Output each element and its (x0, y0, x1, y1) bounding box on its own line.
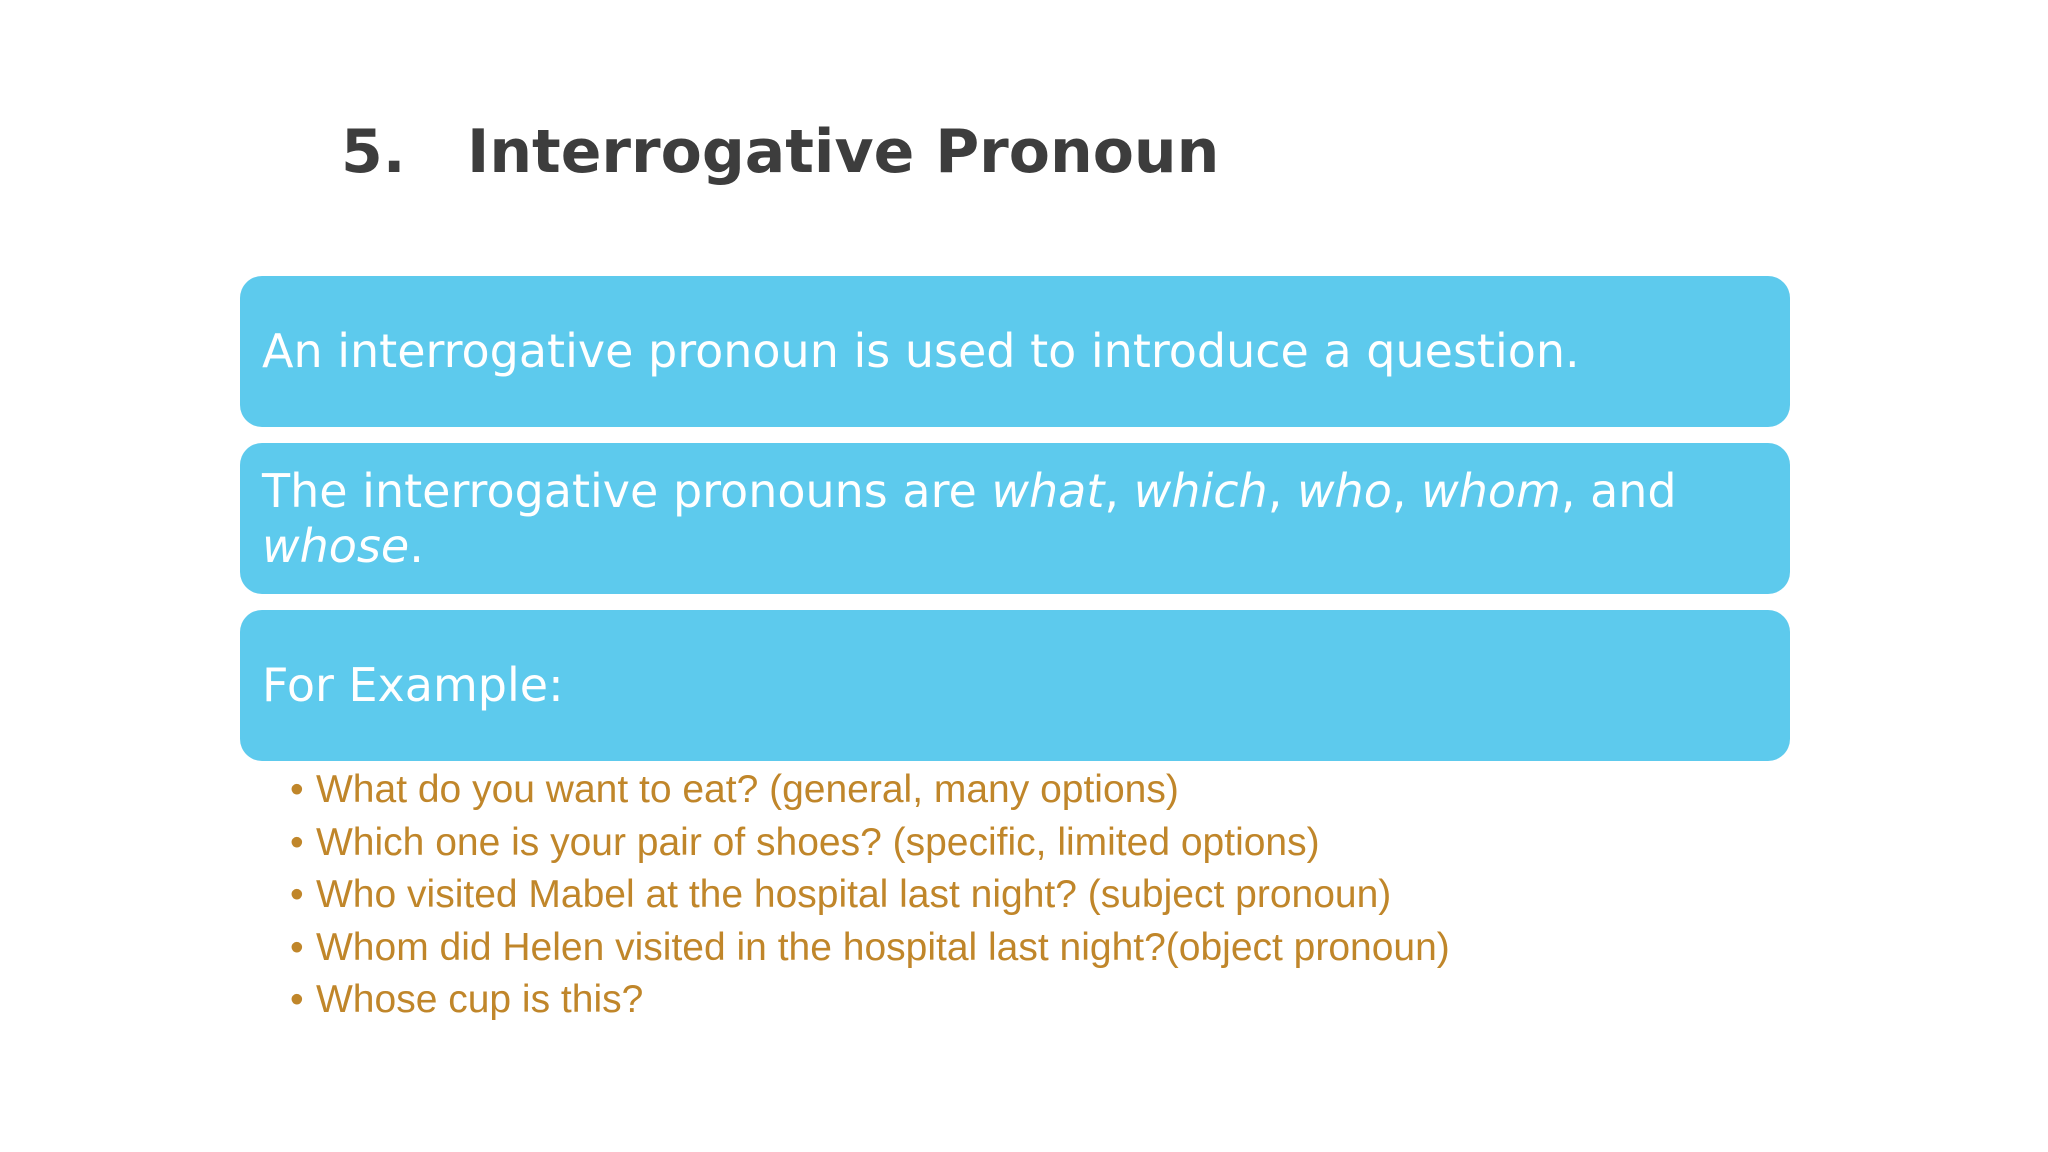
pronoun-separator: , (1104, 463, 1134, 518)
list-item (290, 922, 1450, 975)
example-text: Whom did Helen visited in the hospital last night?(object pronoun) (316, 925, 1450, 969)
example-heading-box (240, 610, 1790, 761)
examples-list (290, 764, 1450, 1027)
bullet-icon: • (290, 978, 304, 1021)
slide-title-text: Interrogative Pronoun (467, 117, 1220, 187)
pronoun-whose: whose (262, 518, 410, 573)
list-item (290, 974, 1450, 1027)
example-text: Which one is your pair of shoes? (specific, limited options) (316, 820, 1320, 864)
pronoun-separator: , (1267, 463, 1297, 518)
definition-box (240, 276, 1790, 427)
list-item (290, 764, 1450, 817)
bullet-icon: • (290, 925, 304, 969)
pronoun-list-suffix: . (409, 518, 424, 573)
pronoun-which: which (1133, 463, 1268, 518)
pronoun-separator: , and (1560, 463, 1677, 518)
pronoun-separator: , (1391, 463, 1422, 518)
slide-number: 5. (341, 117, 406, 187)
pronoun-list-text (262, 464, 1756, 574)
pronoun-what: what (991, 463, 1105, 518)
example-heading: For Example: (262, 658, 564, 712)
list-item (290, 817, 1450, 870)
example-text: Who visited Mabel at the hospital last night? (subject pronoun) (316, 873, 1392, 916)
definition-text: An interrogative pronoun is used to introduce a question. (262, 324, 1580, 378)
example-text: Whose cup is this? (316, 978, 644, 1021)
pronoun-list-box (240, 443, 1790, 594)
slide-title (341, 108, 1219, 196)
example-text: What do you want to eat? (general, many options) (316, 768, 1179, 811)
bullet-icon: • (290, 768, 304, 811)
bullet-icon: • (290, 873, 304, 916)
bullet-icon: • (290, 820, 304, 864)
pronoun-list-prefix: The interrogative pronouns are (262, 463, 992, 518)
pronoun-whom: whom (1421, 463, 1561, 518)
pronoun-who: who (1296, 463, 1392, 518)
list-item (290, 869, 1450, 922)
